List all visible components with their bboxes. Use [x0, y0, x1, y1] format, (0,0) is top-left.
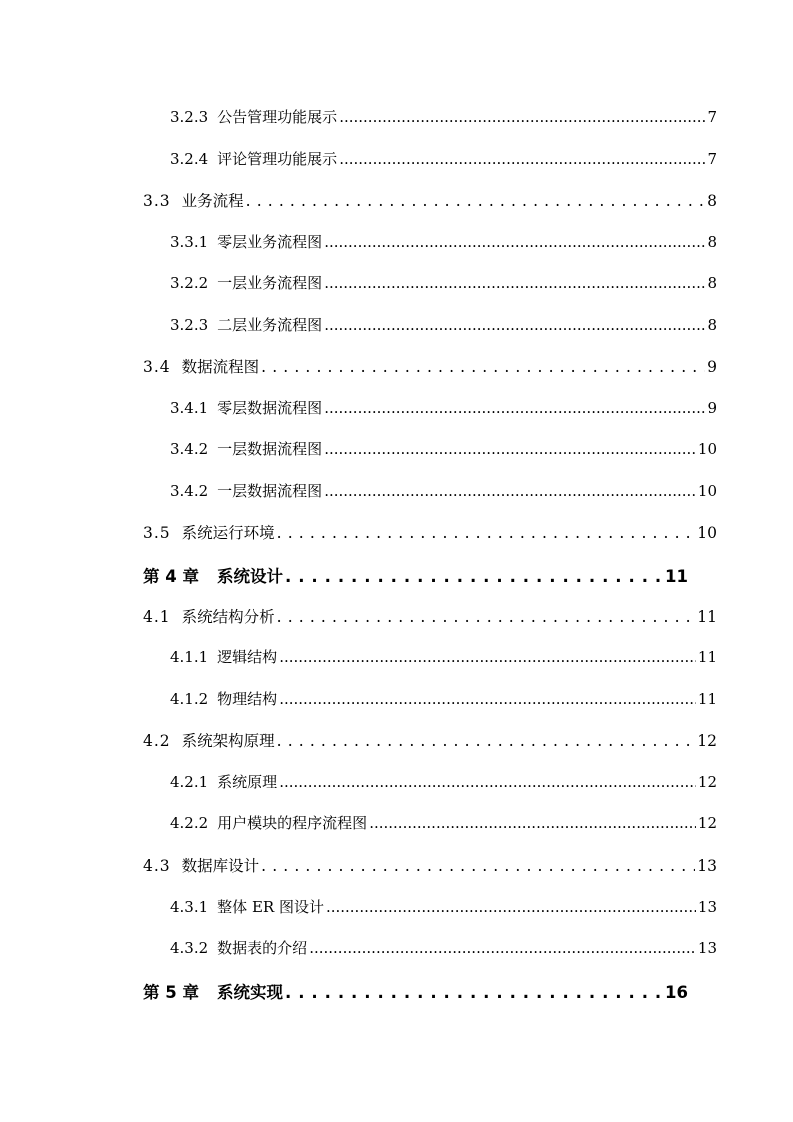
toc-leader [324, 482, 696, 500]
toc-number: 4.1.1 [170, 648, 209, 666]
toc-number: 3.2.3 [170, 316, 209, 334]
toc-page: 9 [707, 358, 717, 376]
toc-page: 12 [697, 773, 717, 791]
toc-page: 13 [697, 857, 717, 875]
toc-chapter[interactable] [143, 563, 688, 587]
toc-leader [279, 773, 696, 791]
toc-leader [246, 192, 705, 210]
toc-page: 11 [697, 608, 717, 626]
toc-entry[interactable] [170, 646, 717, 667]
toc-leader [279, 690, 696, 708]
toc-page: 10 [697, 482, 717, 500]
toc-number: 4.2.1 [170, 773, 209, 791]
toc-number: 4.3.1 [170, 898, 209, 916]
toc-leader [285, 567, 663, 586]
toc-entry[interactable] [170, 771, 717, 792]
toc-page: 8 [707, 192, 717, 210]
toc-title: 物理结构 [217, 690, 278, 708]
toc-page: 8 [707, 233, 717, 251]
toc-number: 第 5 章 [143, 983, 199, 1002]
toc-title: 系统结构分析 [181, 608, 275, 626]
toc-entry[interactable] [143, 189, 717, 211]
toc-number: 3.4 [143, 358, 171, 376]
toc-entry[interactable] [170, 688, 717, 709]
toc-title: 零层数据流程图 [217, 399, 323, 417]
toc-title: 系统架构原理 [181, 732, 275, 750]
toc-leader [324, 316, 705, 334]
toc-page: 16 [665, 983, 688, 1002]
toc-number: 3.4.2 [170, 482, 209, 500]
toc-title: 数据表的介绍 [217, 939, 308, 957]
toc-title: 系统原理 [217, 773, 278, 791]
toc-leader [339, 150, 705, 168]
toc-leader [326, 898, 696, 916]
toc-leader [277, 608, 696, 626]
toc-page: 8 [707, 316, 717, 334]
toc-entry[interactable] [143, 854, 717, 876]
toc-number: 3.2.2 [170, 274, 209, 292]
toc-title: 系统设计 [216, 567, 283, 586]
toc-entry[interactable] [143, 605, 717, 627]
toc-number: 4.1.2 [170, 690, 209, 708]
toc-leader [261, 857, 695, 875]
toc-leader [324, 399, 705, 417]
toc-number: 3.4.2 [170, 440, 209, 458]
toc-entry[interactable] [170, 480, 717, 501]
toc-page: 11 [697, 690, 717, 708]
toc-leader [279, 648, 696, 666]
toc-title: 业务流程 [181, 192, 244, 210]
toc-page: 12 [697, 732, 717, 750]
toc-number: 4.3 [143, 857, 171, 875]
toc-page: 10 [697, 524, 717, 542]
toc-leader [277, 524, 696, 542]
toc-page: 11 [697, 648, 717, 666]
toc-title: 系统运行环境 [181, 524, 275, 542]
toc-entry[interactable] [170, 272, 717, 293]
toc-title: 系统实现 [216, 983, 283, 1002]
toc-page: 9 [707, 399, 717, 417]
toc-number: 4.3.2 [170, 939, 209, 957]
toc-page: 13 [697, 898, 717, 916]
toc-number: 4.1 [143, 608, 171, 626]
toc-title: 评论管理功能展示 [217, 150, 338, 168]
toc-leader [285, 983, 663, 1002]
toc-entry[interactable] [170, 438, 717, 459]
toc-page: 11 [665, 567, 688, 586]
toc-entry[interactable] [170, 812, 717, 833]
toc-entry[interactable] [143, 355, 717, 377]
toc-title: 二层业务流程图 [217, 316, 323, 334]
toc-leader [261, 358, 705, 376]
toc-entry[interactable] [170, 106, 717, 127]
toc-number: 3.4.1 [170, 399, 209, 417]
toc-title: 一层数据流程图 [217, 482, 323, 500]
toc-title: 数据流程图 [181, 358, 260, 376]
toc-title: 公告管理功能展示 [217, 108, 338, 126]
toc-title: 逻辑结构 [217, 648, 278, 666]
toc-entry[interactable] [143, 521, 717, 543]
toc-page: 13 [697, 939, 717, 957]
toc-page: 7 [707, 108, 717, 126]
toc-chapter[interactable] [143, 979, 688, 1003]
toc-entry[interactable] [170, 148, 717, 169]
toc-title: 数据库设计 [181, 857, 260, 875]
toc-entry[interactable] [170, 937, 717, 958]
toc-leader [339, 108, 705, 126]
toc-number: 3.3 [143, 192, 171, 210]
toc-leader [324, 233, 705, 251]
toc-title: 整体 ER 图设计 [217, 898, 324, 916]
toc-title: 一层数据流程图 [217, 440, 323, 458]
toc-title: 一层业务流程图 [217, 274, 323, 292]
toc-number: 4.2 [143, 732, 171, 750]
toc-leader [324, 440, 696, 458]
toc-page: 12 [697, 814, 717, 832]
toc-entry[interactable] [170, 231, 717, 252]
toc-entry[interactable] [170, 314, 717, 335]
toc-leader [309, 939, 696, 957]
toc-leader [277, 732, 696, 750]
toc-title: 零层业务流程图 [217, 233, 323, 251]
toc-entry[interactable] [170, 397, 717, 418]
toc-number: 3.2.4 [170, 150, 209, 168]
toc-leader [324, 274, 705, 292]
toc-title: 用户模块的程序流程图 [217, 814, 368, 832]
toc-number: 3.3.1 [170, 233, 209, 251]
toc-number: 3.2.3 [170, 108, 209, 126]
toc-leader [369, 814, 696, 832]
toc-page: 8 [707, 274, 717, 292]
toc-number: 第 4 章 [143, 567, 199, 586]
toc-page: 7 [707, 150, 717, 168]
toc-entry[interactable] [143, 729, 717, 751]
toc-number: 3.5 [143, 524, 171, 542]
toc-number: 4.2.2 [170, 814, 209, 832]
toc-entry[interactable] [170, 896, 717, 917]
toc-page: 10 [697, 440, 717, 458]
